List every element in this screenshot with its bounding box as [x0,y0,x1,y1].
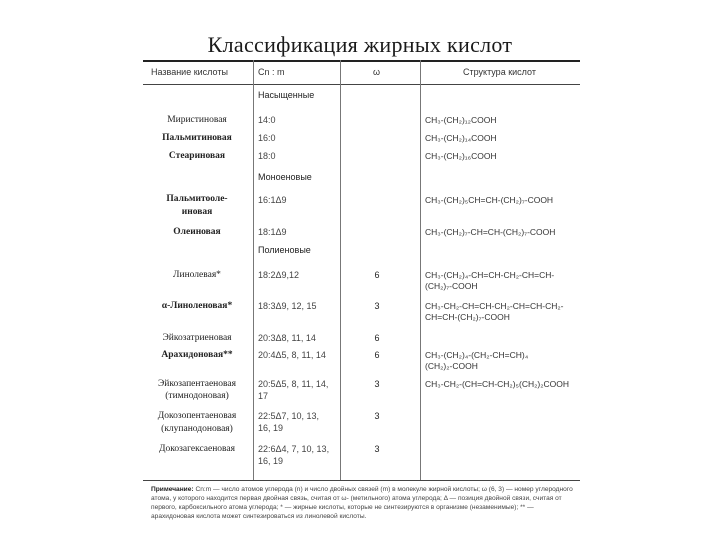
row-name-cont: (тимнодоновая) [165,391,229,401]
row-structure-cont: CH=CH-(CH₂)₇-COOH [425,312,510,322]
column-divider [420,60,421,480]
row-structure-cont: (CH₂)₇-COOH [425,281,478,291]
row-cn-cont: 16, 19 [258,423,284,433]
column-divider [340,60,341,480]
row-omega: 3 [374,444,380,454]
group-saturated: Насыщенные [258,90,315,100]
row-name: Стеариновая [168,151,226,161]
row-cn: 16:1Δ9 [258,195,287,205]
row-name: Линолевая* [173,270,221,280]
row-cn: 18:1Δ9 [258,227,287,237]
row-structure: CH₃-(CH₂)₄-(CH₂-CH=CH)₄ [425,350,529,360]
row-cn-cont: 17 [258,391,269,401]
row-cn: 18:3Δ9, 12, 15 [258,301,317,311]
header-structure: Структура кислот [463,67,536,77]
group-polyenoic: Полиеновые [258,245,311,255]
row-cn: 22:6Δ4, 7, 10, 13, [258,444,330,454]
footnote-label: Примечание: [151,486,194,493]
row-name: Арахидоновая** [161,350,233,360]
row-name: Эйкозапентаеновая [158,379,236,389]
fatty-acid-table [143,60,580,540]
row-name: Пальмитооле- [166,194,228,204]
row-cn-cont: 16, 19 [258,456,284,466]
row-structure: CH₃-(CH₂)₇-CH=CH-(CH₂)₇-COOH [425,227,556,237]
footnote-text: Cn:m — число атомов углерода (n) и число двойных связей (m) в молекуле жирной кислоты; ω (6, 3) — номер углеродного атома, у которого находится первая двойная связь, считая от ω- (метильного) атома углерода; Δ — позиция двойной связи, считая от первого, карбоксильного атома углерода; * — жирные кислоты, которые не синтезируются в организме (незаменимые); ** — арахидоновая кислота может синтезироваться из линолевой кислоты. [151,486,573,520]
row-cn: 22:5Δ7, 10, 13, [258,411,320,421]
row-omega: 6 [374,270,380,280]
group-monoenoic: Моноеновые [258,172,312,182]
row-cn: 18:0 [258,151,276,161]
row-structure: CH₃-(CH₂)₄-CH=CH-CH₂-CH=CH- [425,270,555,280]
row-structure: CH₃-(CH₂)₁₂COOH [425,115,497,125]
table-bottom-rule [143,480,580,481]
table-top-rule [143,60,580,62]
row-name: Олеиновая [173,227,221,237]
header-name: Название кислоты [151,67,228,77]
row-name-cont: иновая [181,207,213,217]
row-omega: 3 [374,301,380,311]
row-structure-cont: (CH₂)₂-COOH [425,361,478,371]
row-cn: 18:2Δ9,12 [258,270,300,280]
row-omega: 6 [374,333,380,343]
row-omega: 3 [374,379,380,389]
row-cn: 16:0 [258,133,276,143]
row-omega: 6 [374,350,380,360]
row-omega: 3 [374,411,380,421]
row-cn: 20:4Δ5, 8, 11, 14 [258,350,326,360]
row-structure: CH₃-(CH₂)₁₆COOH [425,151,497,161]
row-cn: 20:5Δ5, 8, 11, 14, [258,379,329,389]
row-cn: 14:0 [258,115,276,125]
row-structure: CH₃-(CH₂)₅CH=CH-(CH₂)₇-COOH [425,195,554,205]
row-cn: 20:3Δ8, 11, 14 [258,333,316,343]
row-name: Докозагексаеновая [159,444,235,454]
row-name-cont: (клупанодоновая) [161,424,233,434]
row-name: Миристиновая [167,115,227,125]
row-structure: CH₃-CH₂-(CH=CH-CH₂)₅(CH₂)₂COOH [425,379,570,389]
page-title: Классификация жирных кислот [207,32,513,57]
row-name: Пальмитиновая [162,133,232,143]
row-structure: CH₃-(CH₂)₁₄COOH [425,133,497,143]
column-divider [253,60,254,480]
row-name: Эйкозатриеновая [162,333,232,343]
row-name: Докозопентаеновая [157,411,237,421]
row-structure: CH₃-CH₂-CH=CH-CH₂-CH=CH-CH₂- [425,301,564,311]
table-footnote [151,485,576,521]
header-omega: ω [373,67,381,77]
table-header-rule [143,84,580,85]
header-cn: Cn : m [258,67,285,77]
row-name: α-Линоленовая* [161,301,233,311]
